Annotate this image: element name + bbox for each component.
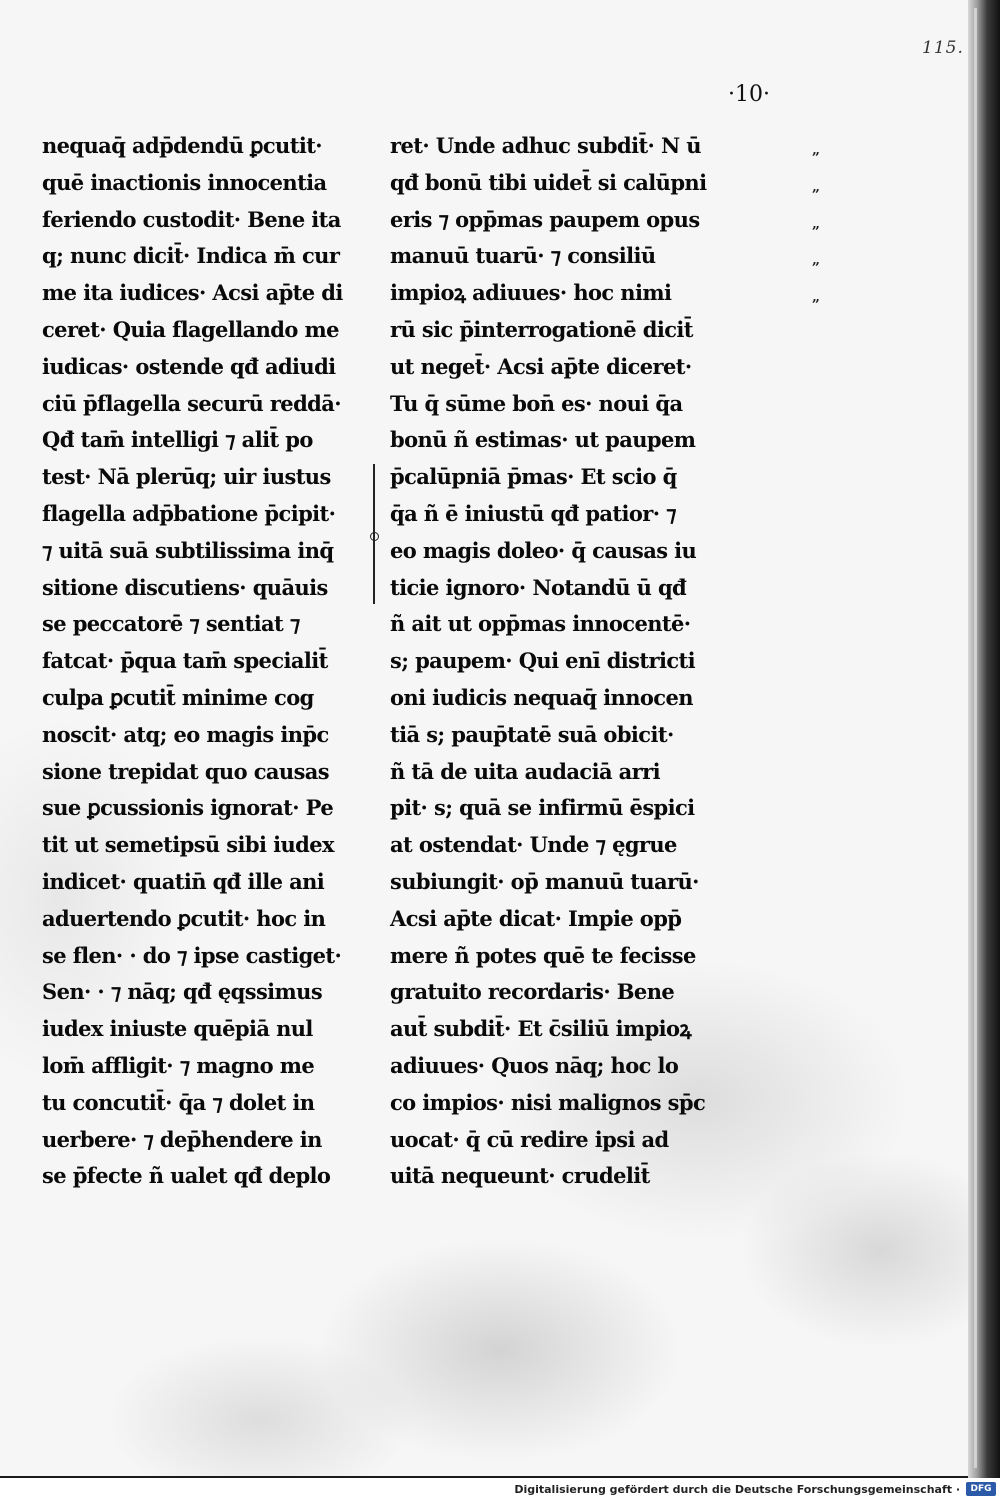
right-text-column (390, 128, 740, 1195)
margin-quote-marks (812, 132, 832, 316)
text-line: ret· Unde adhuc subdit̄· N ū (390, 133, 701, 158)
text-line: eo magis doleo· q̄ causas iu (390, 537, 697, 563)
text-line: nequaq̄ adp̄dendū ꝑcutit· (42, 133, 323, 158)
footer-bar (0, 1478, 1000, 1500)
text-line: noscit· atq; eo magis inp̄c (42, 721, 329, 747)
text-line: me ita iudices· Acsi ap̄te di (42, 280, 343, 306)
text-line: se p̄fecte ñ ualet qđ deplo (42, 1163, 331, 1189)
text-line: tiā s; paup̄tatē suā obicit· (390, 721, 674, 747)
text-line: gratuito recordaris· Bene (390, 979, 675, 1005)
text-line: ceret· Quia flagellando me (42, 316, 339, 342)
text-line: indicet· quatin̄ qđ ille ani (42, 868, 325, 894)
text-line: subiungit· op̄ manuū tuarū· (390, 868, 699, 894)
text-line: aduertendo ꝑcutit· hoc in (42, 905, 326, 931)
quire-mark: ·10· (728, 82, 770, 107)
text-line: quē inactionis innocentia (42, 169, 327, 195)
dfg-logo: DFG (966, 1482, 996, 1496)
text-line: ticie ignoro· Notandū ū qđ (390, 574, 687, 600)
footer-credit: Digitalisierung gefördert durch die Deutsche Forschungsgemeinschaft · (514, 1483, 960, 1496)
text-line: iudex iniuste quēpiā nul (42, 1016, 313, 1042)
text-line: uocat· q̄ cū redire ipsi ad (390, 1126, 669, 1152)
text-line: s; paupem· Qui enī districti (390, 648, 695, 674)
text-line: se flen· · do ⁊ ipse castiget· (42, 942, 342, 968)
text-line: ⁊ uitā suā subtilissima inq̄ (42, 537, 334, 563)
text-line: tu concutit̄· q̄a ⁊ dolet in (42, 1089, 315, 1115)
text-line: q; nunc dicit̄· Indica m̄ cur (42, 243, 340, 269)
text-line: co impios· nisi malignos sp̄c (390, 1089, 706, 1115)
text-line: ñ ait ut opp̄mas innocentē· (390, 611, 691, 637)
text-line: sitione discutiens· quāuis (42, 574, 328, 600)
text-line: lom̄ affligit· ⁊ magno me (42, 1052, 315, 1078)
text-line: test· Nā plerūq; uir iustus (42, 464, 331, 490)
text-line: fatcat· p̄qua tam̄ specialit̄ (42, 648, 328, 674)
text-line: ut neget̄· Acsi ap̄te diceret· (390, 353, 692, 379)
text-line: pit· s; quā se infirmū ēspici (390, 795, 695, 821)
marginal-bracket (370, 456, 382, 608)
text-line: flagella adp̄batione p̄cipit· (42, 500, 336, 526)
text-line: ciū p̄flagella securū reddā· (42, 390, 341, 416)
text-line: eris ⁊ opp̄mas paupem opus (390, 206, 700, 232)
text-line: mere ñ potes quē te fecisse (390, 942, 696, 968)
text-line: sione trepidat quo causas (42, 758, 330, 784)
text-line: qđ bonū tibi uidet̄ si calūpni (390, 169, 707, 195)
text-line: rū sic p̄interrogationē dicit̄ (390, 316, 693, 342)
text-line: p̄calūpniā p̄mas· Et scio q̄ (390, 464, 677, 490)
text-line: q̄a ñ ē iniustū qđ patior· ⁊ (390, 500, 677, 526)
folio-number: 115. (922, 38, 964, 58)
text-line: feriendo custodit· Bene ita (42, 206, 341, 232)
text-line: Sen· · ⁊ nāq; qđ ęqssimus (42, 979, 323, 1005)
quote-mark: „ (812, 178, 821, 195)
text-line: uitā nequeunt· crudelit̄ (390, 1163, 650, 1189)
text-line: Qđ tam̄ intelligi ⁊ alit̄ po (42, 427, 313, 453)
quote-mark: „ (812, 289, 821, 306)
text-line: oni iudicis nequaq̄ innocen (390, 684, 693, 710)
text-line: manuū tuarū· ⁊ consiliū (390, 243, 656, 269)
text-line: impioꝝ adiuues· hoc nimi (390, 280, 672, 306)
quote-mark: „ (812, 215, 821, 232)
text-line: tit ut semetipsū sibi iudex (42, 832, 334, 858)
text-line: adiuues· Quos nāq; hoc lo (390, 1052, 679, 1078)
text-line: aut̄ subdit̄· Et c̄siliū impioꝝ (390, 1016, 691, 1042)
page-edge (968, 0, 1000, 1478)
text-line: Acsi ap̄te dicat· Impie opp̄ (390, 905, 682, 931)
text-line: at ostendat· Unde ⁊ ęgrue (390, 832, 677, 858)
left-text-column (42, 128, 372, 1195)
text-line: culpa ꝑcutit̄ minime cog (42, 684, 314, 710)
text-line: sue ꝑcussionis ignorat· Pe (42, 795, 334, 821)
text-line: se peccatorē ⁊ sentiat ⁊ (42, 611, 300, 637)
text-line: ñ tā de uita audaciā arri (390, 758, 660, 784)
text-line: Tu q̄ sūme bon̄ es· noui q̄a (390, 390, 683, 416)
text-line: iudicas· ostende qđ adiudi (42, 353, 336, 379)
quote-mark: „ (812, 252, 821, 269)
quote-mark: „ (812, 142, 821, 158)
text-line: bonū ñ estimas· ut paupem (390, 427, 696, 453)
text-line: uerbere· ⁊ dep̄hendere in (42, 1126, 322, 1152)
